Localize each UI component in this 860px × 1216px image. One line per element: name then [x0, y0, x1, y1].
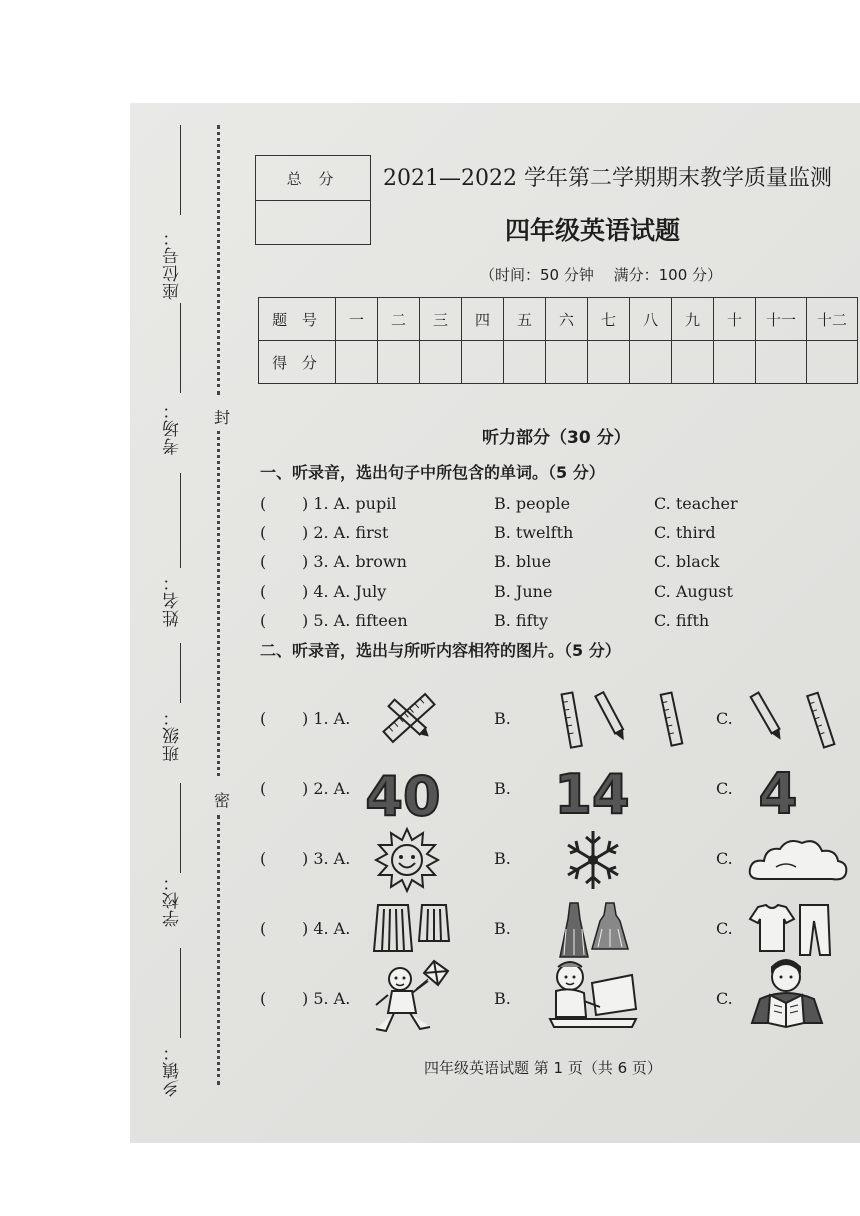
option-a-label: ) 3. A.: [302, 849, 351, 868]
picture-question-row: [260, 755, 860, 828]
shirt-pants-icon: [746, 901, 834, 957]
picture-question-row: [260, 825, 860, 895]
score-table-column: 七: [588, 298, 630, 341]
option-b: B. June: [494, 582, 553, 601]
seal-dotted-line: [217, 815, 220, 1085]
option-c: C. fifth: [654, 611, 710, 630]
pencil-ruler-icon: [746, 687, 846, 751]
option-a-label: ) 4. A.: [302, 919, 351, 938]
score-table-row-label: 题 号: [259, 298, 336, 341]
option-c-label: C.: [716, 919, 733, 938]
score-table-column: 六: [546, 298, 588, 341]
option-c: C. black: [654, 552, 720, 571]
school-label: 学校：: [163, 873, 183, 927]
number-picture: [748, 757, 808, 827]
score-table-column: 十二: [807, 298, 858, 341]
exam-room-label: 考场：: [163, 401, 183, 455]
margin-line: [180, 783, 181, 873]
score-cell: [756, 341, 807, 384]
score-table-column: 三: [420, 298, 462, 341]
score-cell: [714, 341, 756, 384]
ruler-icon: [652, 689, 692, 749]
margin-line: [180, 473, 181, 568]
option-b: B. fifty: [494, 611, 548, 630]
exam-title: 2021—2022 学年第二学期期末教学质量监测: [383, 166, 832, 191]
boy-reading-icon: [744, 957, 830, 1033]
option-a: ) 4. A. July: [302, 582, 387, 601]
option-b: B. blue: [494, 552, 552, 571]
option-b-label: B.: [494, 849, 511, 868]
cloud-icon: [746, 833, 850, 889]
score-table-column: 一: [336, 298, 378, 341]
option-a-label: ) 2. A.: [302, 779, 351, 798]
answer-paren: (: [260, 779, 267, 798]
option-b-label: B.: [494, 779, 511, 798]
option-c: C. August: [654, 582, 733, 601]
option-c: C. teacher: [654, 494, 738, 513]
picture-question-row: [260, 685, 860, 755]
option-b: B. people: [494, 494, 571, 513]
answer-paren: (: [260, 523, 267, 542]
score-table-header-row: [259, 298, 858, 341]
number-picture-text: 40: [365, 765, 441, 828]
score-table-score-row: [259, 341, 858, 384]
seal-dotted-line: [217, 125, 220, 395]
score-cell: [420, 341, 462, 384]
number-picture-text: 14: [554, 763, 630, 826]
total-score-label: 总 分: [256, 156, 370, 201]
seal-char: 密: [214, 791, 231, 810]
part1-heading: 一、听录音，选出句子中所包含的单词。（5 分）: [260, 463, 605, 482]
margin-line: [180, 303, 181, 393]
margin-line: [180, 643, 181, 703]
number-picture-text: 4: [758, 762, 798, 827]
answer-paren: (: [260, 611, 267, 630]
total-score-box: [255, 155, 371, 245]
ruler-pencil-icon: [378, 689, 440, 747]
seal-dotted-line: [217, 431, 220, 776]
boy-computer-icon: [546, 957, 640, 1033]
score-cell: [462, 341, 504, 384]
option-a: ) 2. A. first: [302, 523, 389, 542]
score-table-column: 十一: [756, 298, 807, 341]
score-cell: [546, 341, 588, 384]
answer-paren: (: [260, 709, 267, 728]
score-cell: [336, 341, 378, 384]
option-a: ) 3. A. brown: [302, 552, 407, 571]
part2-heading: 二、听录音，选出与所听内容相符的图片。（5 分）: [260, 641, 621, 660]
margin-line: [180, 125, 181, 215]
score-table-column: 八: [630, 298, 672, 341]
option-c: C. third: [654, 523, 716, 542]
township-label: 乡镇：: [163, 1043, 183, 1097]
ruler-pencil-icon: [556, 687, 634, 751]
sun-icon: [374, 827, 440, 893]
margin-line: [180, 948, 181, 1038]
boy-flying-kite-icon: [372, 959, 454, 1035]
seat-number-label: 座位号：: [163, 228, 183, 300]
seal-char: 封: [214, 408, 231, 427]
option-a: ) 5. A. fifteen: [302, 611, 408, 630]
option-b-label: B.: [494, 989, 511, 1008]
answer-paren: (: [260, 552, 267, 571]
option-c-label: C.: [716, 989, 733, 1008]
score-table: [258, 297, 858, 384]
score-cell: [588, 341, 630, 384]
number-picture: [554, 757, 630, 826]
score-cell: [672, 341, 714, 384]
picture-question-row: [260, 895, 860, 965]
answer-paren: (: [260, 919, 267, 938]
score-cell: [807, 341, 858, 384]
page-footer: 四年级英语试题 第 1 页（共 6 页）: [424, 1059, 662, 1077]
snowflake-icon: [560, 827, 626, 893]
option-b-label: B.: [494, 709, 511, 728]
dresses-icon: [556, 899, 630, 961]
answer-paren: (: [260, 849, 267, 868]
number-picture: [365, 759, 441, 828]
option-c-label: C.: [716, 849, 733, 868]
option-b: B. twelfth: [494, 523, 574, 542]
skirts-icon: [370, 901, 452, 957]
listening-section-title: 听力部分（30 分）: [482, 428, 631, 448]
answer-paren: (: [260, 582, 267, 601]
score-cell: [630, 341, 672, 384]
score-table-column: 五: [504, 298, 546, 341]
answer-paren: (: [260, 494, 267, 513]
subject-title: 四年级英语试题: [505, 216, 681, 245]
score-cell: [378, 341, 420, 384]
time-info: （时间：50 分钟 满分：100 分）: [480, 266, 723, 284]
score-table-column: 十: [714, 298, 756, 341]
name-label: 姓名：: [163, 573, 183, 627]
picture-question-row: [260, 965, 860, 1035]
option-b-label: B.: [494, 919, 511, 938]
score-table-column: 二: [378, 298, 420, 341]
score-table-column: 九: [672, 298, 714, 341]
option-a: ) 1. A. pupil: [302, 494, 397, 513]
exam-paper: [130, 103, 860, 1143]
option-a-label: ) 5. A.: [302, 989, 351, 1008]
score-table-row-label: 得 分: [259, 341, 336, 384]
option-c-label: C.: [716, 779, 733, 798]
class-label: 班级：: [163, 708, 183, 762]
option-a-label: ) 1. A.: [302, 709, 351, 728]
option-c-label: C.: [716, 709, 733, 728]
score-table-column: 四: [462, 298, 504, 341]
answer-paren: (: [260, 989, 267, 1008]
score-cell: [504, 341, 546, 384]
